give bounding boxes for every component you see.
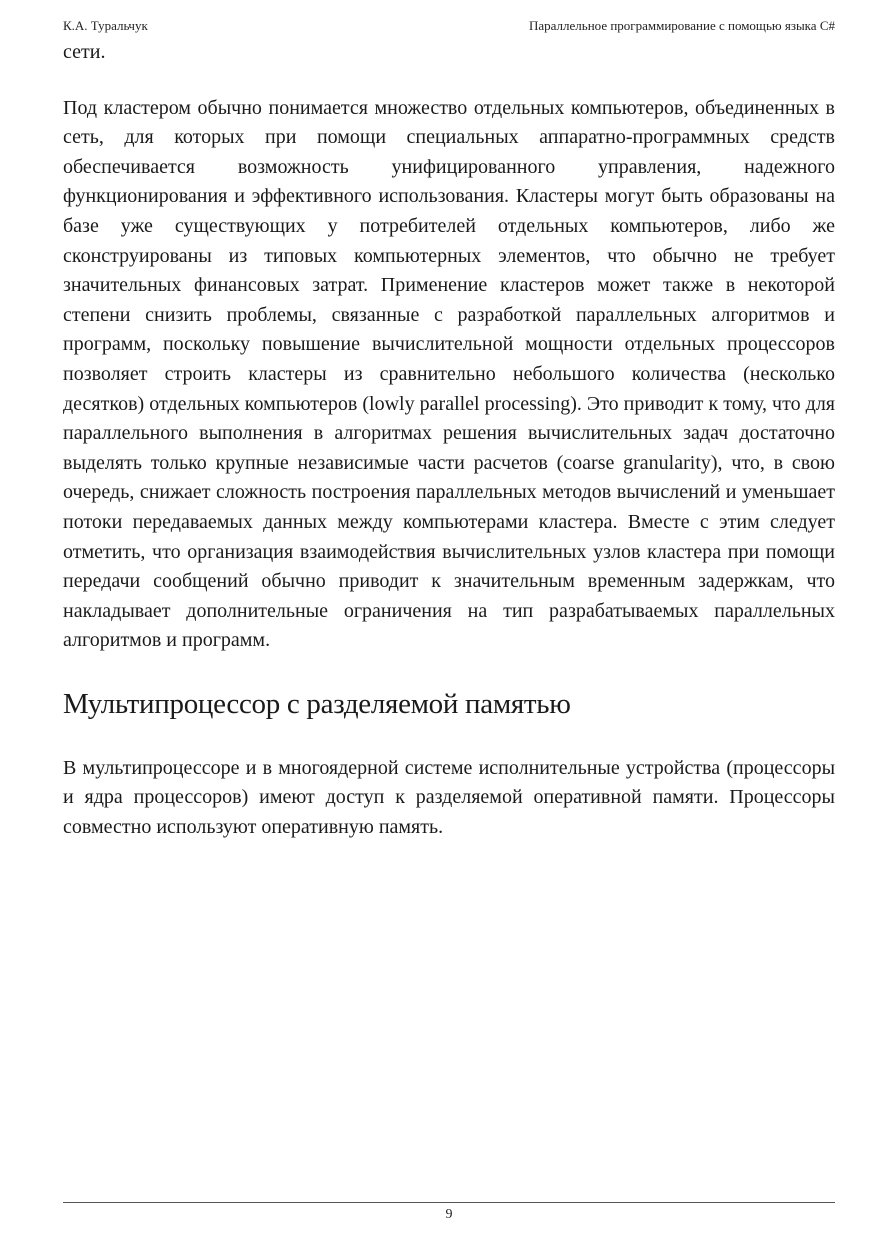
page-number: 9 — [445, 1207, 453, 1222]
header-book-title: Параллельное программирование с помощью языка C# — [529, 18, 835, 33]
header-author: К.А. Туральчук — [63, 18, 148, 33]
section-heading: Мультипроцессор с разделяемой памятью — [63, 687, 571, 720]
continued-paragraph: сети. — [63, 41, 106, 63]
footer-divider — [63, 1202, 835, 1203]
cluster-paragraph: Под кластером обычно понимается множество отдельных компьютеров, объединенных в сеть, для которых при помощи специальных аппаратно-программных средств обеспечивается возможность унифицированного управления, надежного функционирования и эффективного использования. Кластеры могут быть образованы на базе уже существующих у потребителей отдельных компьютеров, либо же сконструированы из типовых компьютерных элементов, что обычно не требует значительных финансовых затрат. Применение кластеров может также в некоторой степени снизить проблемы, связанные с разработкой параллельных алгоритмов и программ, поскольку повышение вычислительной мощности отдельных процессоров позволяет строить кластеры из сравнительно небольшого количества (несколько десятков) отдельных компьютеров (lowly parallel processing). Это приводит к тому, что для параллельного выполнения в алгоритмах решения вычислительных задач достаточно выделять только крупные независимые части расчетов (coarse granularity), что, в свою очередь, снижает сложность построения параллельных методов вычислений и уменьшает потоки передаваемых данных между компьютерами кластера. Вместе с этим следует отметить, что организация взаимодействия вычислительных узлов кластера при помощи передачи сообщений обычно приводит к значительным временным задержкам, что накладывает дополнительные ограничения на тип разрабатываемых параллельных алгоритмов и программ. — [63, 96, 835, 652]
page-body — [63, 38, 835, 843]
multiprocessor-paragraph: В мультипроцессоре и в многоядерной системе исполнительные устройства (процессоры и ядра процессоров) имеют доступ к разделяемой оперативной памяти. Процессоры совместно используют оперативную память. — [63, 756, 835, 839]
running-header — [63, 16, 835, 36]
